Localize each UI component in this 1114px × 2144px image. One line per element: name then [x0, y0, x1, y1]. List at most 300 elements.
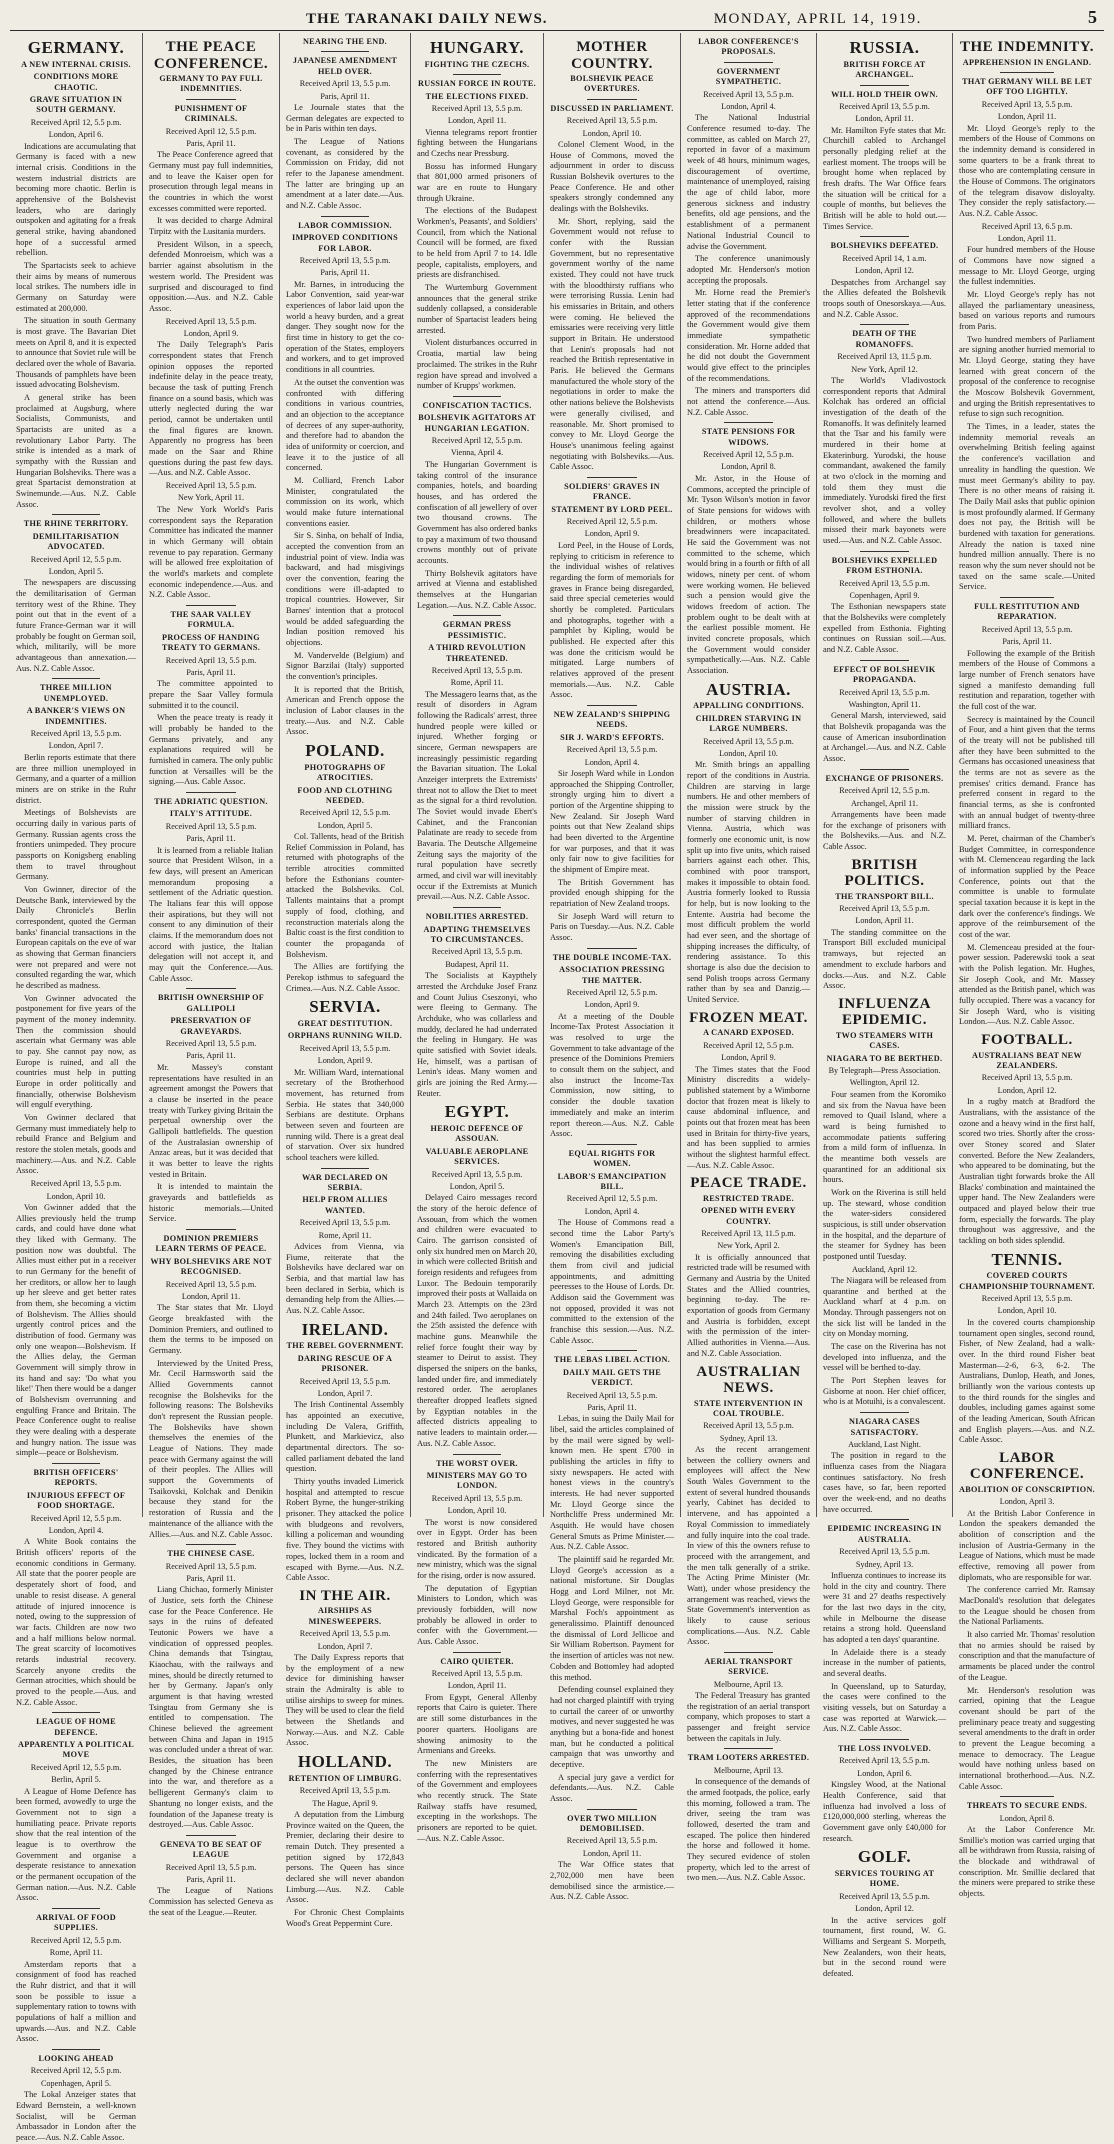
- dateline: Received April 12, 5.5 p.m.: [299, 808, 391, 818]
- subheadline: A CANARD EXPOSED.: [703, 1028, 794, 1038]
- dateline: Received April 13, 5.5 p.m.: [981, 1294, 1073, 1304]
- column-rule: [1000, 597, 1054, 598]
- dateline: Received April 13, 5.5 p.m.: [165, 481, 257, 491]
- subheadline: STATE PENSIONS FOR WIDOWS.: [701, 427, 796, 447]
- column-rule: [587, 1809, 637, 1810]
- article-paragraph: M. Clemenceau presided at the four-power session. Paderewski took a seat with the Polish legation. Mr. Hughes, Sir Joseph Cook, and Mr. Massey attended as the British panel, which was fully occupied. There was a vacancy for Sir Joseph Ward, who is visiting London.—Aus. N.Z. Cable Assoc.: [959, 942, 1095, 1027]
- article-paragraph: It is intended to maintain the graveyards and battlefields as historic memorials.—United Service.: [149, 1182, 273, 1224]
- section-headline: INFLUENZA EPIDEMIC.: [838, 995, 931, 1029]
- column-rule: [587, 705, 637, 706]
- article-paragraph: The New York World's Paris correspondent says the Reparation Committee has indicated the manner in which Germany will obtain revenue to pay reparation. Germany will be allowed free exploitation of the world's markets and complete economic independence.—Aus. and N.Z. Cable Assoc.: [149, 504, 273, 600]
- article-paragraph: At a meeting of the Double Income-Tax Protest Association it was resolved to urge the Government to take advantage of the presence of the Dominions Premiers to consult them on the subject, and also instruct the Income-Tax Commission, now sitting, to consider the double taxation immediately and make an interim report thereon.—Aus. N.Z. Cable Assoc.: [550, 1011, 674, 1139]
- subheadline: BOLSHEVIK AGITATORS AT HUNGARIAN LEGATION.: [418, 413, 536, 433]
- news-column-2: [143, 33, 280, 1917]
- dateline: London, April 8.: [721, 462, 776, 472]
- dateline: London, April 12.: [997, 1085, 1057, 1095]
- column-rule: [1000, 72, 1054, 73]
- dateline: Auckland, Last Night.: [848, 1439, 921, 1449]
- article-paragraph: Sir Joseph Ward will return to Paris on Tuesday.—Aus. N.Z. Cable Assoc.: [550, 911, 674, 943]
- dateline: Received April 13, 5.5 p.m.: [165, 1862, 257, 1872]
- article-paragraph: Sir S. Sinha, on behalf of India, accepted the convention from an industrial point of view. India was backward, and had misgivings over the convention, fearing the conditions were ill-adapted to tropical countries. However, Sir Barnes' intention that a protocol would be added safeguarding the Indian position removed his objections.: [286, 531, 404, 647]
- article-paragraph: It is learned from a reliable Italian source that President Wilson, in a few days, will present an American memorandum proposing a settlement of the Adriatic question. The Italians fear this will oppose their aspirations, but they will not consent to any diminution of their claims. If the memorandum does not accord with justice, the Italian delegation will not accept it, and may quit the Conference.—Aus. Cable Assoc.: [149, 845, 273, 983]
- news-column-8: [953, 33, 1101, 1899]
- column-rule: [860, 660, 909, 661]
- dateline: London, April 11.: [181, 1291, 241, 1301]
- article-paragraph: The worst is now considered over in Egypt. Order has been restored and British authority vindicated. By the formation of a new ministry, which was the signal for the rising, order is now assured.: [417, 1517, 537, 1580]
- article-paragraph: It was decided to charge Admiral Tirpitz with the Lusitania murders.: [149, 216, 273, 237]
- article-paragraph: When the peace treaty is ready it will probably be handed to the Germans privately, and any explanations required will be furnished in camera. The only public function at Versailles will be the signing.—Aus. Cable Assoc.: [149, 713, 273, 787]
- column-rule: [587, 477, 637, 478]
- article-paragraph: Violent disturbances occurred in Croatia, martial law being proclaimed. The strikes in the Ruhr region have spread and involved a number of Krupps' workmen.: [417, 338, 537, 391]
- dateline: Melbourne, April 13.: [713, 1765, 784, 1775]
- article-paragraph: The elections of the Budapest Workmen's, Peasants', and Soldiers' Council, from which the National Council will be formed, are fixed to be held from April 7 to 14. Idle people, capitalists, employers, and priests are disfranchised.: [417, 206, 537, 280]
- dateline: Received April 13, 5.5 p.m.: [839, 578, 930, 588]
- news-column-4: [411, 33, 544, 1843]
- dateline: Paris, April 11.: [186, 1573, 236, 1583]
- subheadline: AIRSHIPS AS MINESWEEPERS.: [308, 1606, 382, 1626]
- subheadline: NEARING THE END.: [302, 37, 388, 46]
- subheadline: GOVERNMENT SYMPATHETIC.: [715, 66, 782, 87]
- subheadline: IMPROVED CONDITIONS FOR LABOR.: [291, 233, 398, 253]
- dateline: Received April 13, 5.5 p.m.: [839, 1891, 930, 1901]
- subheadline: A THIRD REVOLUTION THREATENED.: [428, 643, 526, 663]
- article-paragraph: The conference unanimously adopted Mr. Henderson's motion accepting the proposals.: [687, 254, 810, 285]
- dateline: Received April 13, 5.5 p.m.: [981, 624, 1073, 634]
- dateline: Paris, April 11.: [186, 1875, 236, 1885]
- dateline: Received April 13, 5.5 p.m.: [165, 821, 257, 831]
- article-paragraph: The Times states that the Food Ministry discredits a widely-published statement by a Wimborne doctor that frozen meat is likely to cause abdominal influence, and points out that frozen meat has been used in Britain for thirty-five years, and has been supplied to armies without the slightest harmful effect.—Aus. N.Z. Cable Assoc.: [687, 1064, 810, 1170]
- article-paragraph: At the Labor Conference Mr. Smillie's motion was carried urging that all be withdrawn from Russia, raising of the blockade and withdrawal of conscription. Mr. Smillie declared that the miners were prepared to strike these objects.: [959, 1825, 1095, 1899]
- column-rule: [186, 792, 236, 793]
- subheadline: MINISTERS MAY GO TO LONDON.: [426, 1470, 528, 1491]
- article-paragraph: The newspapers are discussing the demilitarisation of German territory west of the Rhine. They point out that in the event of a future France-German war it will probably be fought on German soil, which, militarily, will be more advantageous than annexation.—Aus. N.Z. Cable Assoc.: [16, 578, 136, 673]
- article-paragraph: From Egypt, General Allenby reports that Cairo is quieter. There are still some disturbances in the poorer quarters. Hooligans are showing animosity to the Armenians and Greeks.: [417, 1692, 537, 1756]
- dateline: London, April 11.: [997, 112, 1057, 122]
- column-rule: [453, 615, 501, 616]
- subheadline: THE TRANSPORT BILL.: [835, 891, 934, 901]
- column-rule: [453, 74, 501, 75]
- subheadline: THE CHINESE CASE.: [167, 1549, 255, 1559]
- column-rule: [453, 1652, 501, 1653]
- article-paragraph: The situation in south Germany is most grave. The Bavarian Diet meets on April 8, and it is expected to announce that Soviet rule will be declared over the whole of Bavaria. Thousands of pamphlets have been issued advocating Bolshevism.: [16, 316, 136, 390]
- article-paragraph: The Daily Express reports that by the employment of a new device for diminishing hawser strain the Admiralty is able to utilise airships to sweep for mines. They will be used to clear the field between the Shetlands and Norway.—Aus. and N.Z. Cable Assoc.: [286, 1652, 404, 1748]
- article-paragraph: Four seamen from the Koromiko and six from the Navua have been removed to Quail Island, where a ward is being furnished to accommodate patients suffering from a mild form of influenza. In the meantime both vessels are quarantined for an additional six hours.: [823, 1089, 946, 1185]
- dateline: Received April 12, 5.5 p.m.: [839, 786, 930, 796]
- dateline: Received April 13, 5.5 p.m.: [431, 665, 523, 675]
- subheadline: RESTRICTED TRADE.: [703, 1193, 794, 1203]
- dateline: Paris, April 11.: [186, 834, 236, 844]
- article-paragraph: Vienna telegrams report frontier fighting between the Hungarians and Czechs near Pressburg.: [417, 127, 537, 159]
- dateline: The Hague, April 9.: [312, 1798, 378, 1808]
- dateline: Received April 12, 5.5 p.m.: [30, 1513, 122, 1523]
- article-paragraph: Amsterdam reports that a consignment of food has reached the Ruhr district, and that it will soon be possible to issue a supplementary ration to towns with populations of half a million and upwards.—Aus. and N.Z. Cable Assoc.: [16, 1959, 136, 2044]
- article-paragraph: Von Gwinner added that the Allies previously held the trump cards, and could have done what they liked with Germany. The position now was doubtful. The Allies must either put in a receiver to run Germany for the benefit of her creditors, or allow her to laugh up her sleeve and get better rates from them, she becoming a victim of Bolshevism. The Allies should urgently control prices and the distribution of food. Germany was only one weapon—Bolshevism. If the Allies delay, the German Government will simply throw in its hand and say: 'Do what you like!' Then there would be a danger of Bolshevism overrunning and engulfing France and Britain. The Peace Conference ought to realise they were dealing with a desperate and hungry nation. The issue was simple—peace or Bolshevism.: [16, 1202, 136, 1458]
- issue-date: MONDAY, APRIL 14, 1919.: [713, 11, 922, 27]
- subheadline: SIR J. WARD'S EFFORTS.: [560, 732, 664, 742]
- article-paragraph: A deputation from the Limburg Province waited on the Queen, the Premier, declaring their desire to remain Dutch. They presented a petition signed by 172,843 persons. The Queen has since declared she will never abandon Limburg.—Aus. N.Z. Cable Assoc.: [286, 1809, 404, 1905]
- section-headline: RUSSIA.: [849, 38, 920, 57]
- dateline: Received April 12, 5.5 p.m.: [703, 1040, 794, 1050]
- dateline: Received April 13, 5.5 p.m.: [165, 1039, 257, 1049]
- article-paragraph: Mr. Barnes, in introducing the Labor Convention, said year-war experiences of labor laid upon the world a heavy burden, and a great danger. They sought now for the first time in history to get the co-operation of the States, employers and workers, and to get improved conditions in all countries.: [286, 279, 404, 375]
- column-rule: [186, 1835, 236, 1836]
- subheadline: TRAM LOOTERS ARRESTED.: [687, 1753, 810, 1763]
- dateline: London, April 4.: [48, 1526, 104, 1536]
- article-paragraph: Lord Peel, in the House of Lords, replying to criticism in reference to the individual wishes of relatives regarding the form of memorials for graves in France being disregarded, said three special cemeteries would shortly be completed. Particulars and photographs, together with a pamphlet by Kipling, would be published. He expected after this was done the criticism would be mitigated. Large numbers of relatives approved of the present memorials.—Aus. N.Z. Cable Assoc.: [550, 540, 674, 700]
- subheadline: VALUABLE AEROPLANE SERVICES.: [425, 1146, 529, 1167]
- dateline: Paris, April 11.: [320, 268, 370, 278]
- dateline: Copenhagen, April 5.: [40, 2078, 112, 2088]
- column-rule: [453, 396, 501, 397]
- subheadline: ASSOCIATION PRESSING THE MATTER.: [559, 965, 665, 985]
- article-paragraph: The Socialists at Kaypthely arrested the Archduke Josef Franz and Count Julius Cseszonyi, who were fleeing to Germany. The Archduke, who was collarless and muddy, declared he had underrated the feeling in Hungary. He was quite satisfied with Soviet ideals. He, himself, was a partisan of Lenin's ideas. Many women and girls are joining the Red Army.—Reuter.: [417, 971, 537, 1098]
- section-headline: PEACE TRADE.: [690, 1175, 807, 1192]
- article-paragraph: The League of Nations Commission has selected Geneva as the seat of the League.—Reuter.: [149, 1886, 273, 1917]
- dateline: London, April 3.: [999, 1497, 1055, 1507]
- dateline: London, April 11.: [855, 114, 914, 124]
- subheadline: A BANKER'S VIEWS ON INDEMNITIES.: [26, 706, 126, 726]
- article-paragraph: The case on the Riverina has not developed into influenza, and the vessel will be berthed to-day.: [823, 1342, 946, 1373]
- subheadline: NEW ZEALAND'S SHIPPING NEEDS.: [553, 709, 671, 730]
- dateline: Received April 12, 5.5 p.m.: [566, 1194, 658, 1204]
- dateline: Received April 13, 6.5 p.m.: [981, 221, 1073, 231]
- dateline: Received April 13, 5.5 p.m.: [299, 255, 391, 265]
- news-column-7: [817, 33, 953, 1978]
- dateline: Rome, April 11.: [318, 1230, 372, 1240]
- article-paragraph: Following the example of the British members of the House of Commons a large number of French senators have signed a manifesto demanding full restitution and reparation, together with the full cost of the war.: [959, 648, 1095, 711]
- article-paragraph: Arrangements have been made for the exchange of prisoners with the Bolsheviks.—Aus. and N.Z. Cable Assoc.: [823, 809, 946, 851]
- subheadline: CONDITIONS MORE CHAOTIC.: [33, 72, 119, 92]
- dateline: Received April 13, 5.5 p.m.: [165, 1279, 257, 1289]
- subheadline: LOOKING AHEAD: [38, 2054, 114, 2064]
- subheadline: SERVICES TOURING AT HOME.: [834, 1868, 935, 1889]
- subheadline: THE ADRIATIC QUESTION.: [154, 797, 268, 807]
- subheadline: ABOLITION OF CONSCRIPTION.: [959, 1484, 1096, 1494]
- subheadline: APPALLING CONDITIONS.: [693, 701, 804, 711]
- subheadline: DOMINION PREMIERS LEARN TERMS OF PEACE.: [155, 1233, 267, 1254]
- dateline: Paris, April 11.: [1002, 637, 1052, 647]
- news-column-1: [10, 33, 143, 2142]
- dateline: London, April 12.: [855, 266, 914, 276]
- column-rule: [724, 1652, 773, 1653]
- dateline: By Telegraph—Press Association.: [828, 1066, 941, 1076]
- dateline: Rome, April 11.: [49, 1948, 103, 1958]
- dateline: Received April 13, 5.5 p.m.: [431, 947, 523, 957]
- dateline: Received April 12, 5.5 p.m.: [30, 554, 122, 564]
- dateline: Received April 13, 5.5 p.m.: [566, 1390, 658, 1400]
- column-rule: [52, 678, 100, 679]
- article-paragraph: Influenza continues to increase its hold in the city and country. There were 31 and 27 deaths respectively for the last two days in the city, while in Melbourne the disease retains a strong hold. Queensland has adopted a ten days' quarantine.: [823, 1570, 946, 1644]
- dateline: Wellington, April 12.: [849, 1078, 920, 1088]
- article-paragraph: The conference carried Mr. Ramsay MacDonald's resolution that delegates to the League should be chosen from the National Parliaments.: [959, 1585, 1095, 1627]
- article-paragraph: The Daily Telegraph's Paris correspondent states that French opinion opposes the reported indefinite delay in the peace treaty, because the task of putting French finance on a sound basis, which was utterly neglected during the war period, cannot be undertaken until the final figures are known. Apparently no progress has been made on the Saar and Rhine questions during the past few days.—Aus. and N.Z. Cable Assoc.: [149, 340, 273, 478]
- subheadline: CONFISCATION TACTICS.: [422, 400, 532, 410]
- column-rule: [860, 1519, 909, 1520]
- subheadline: OVER TWO MILLION DEMOBILISED.: [567, 1813, 657, 1833]
- article-paragraph: A general strike has been proclaimed at Augsburg, where Socialists, Communists, and Spartacists are united as a revolutionary Labor Party. The strike is intended as a mark of sympathy with the Russian and Hungarian Bolsheviks. There was a great Spartacist demonstration at Swinemunde.—Aus. N.Z. Cable Assoc.: [16, 392, 136, 509]
- dateline: Received April 13, 5.5 p.m.: [299, 79, 391, 89]
- article-paragraph: As the recent arrangement between the colliery owners and employees will affect the New South Wales Government to the extent of several hundred thousands yearly, Cabinet has decided to intervene, and has appointed a Royal Commission to immediately and fully inquire into the coal trade. In view of this the owners refuse to proceed with the arrangement, and the men talk generally of a strike. The Acting Prime Minister (Mr. Watt), under whose presidency the arrangement was reached, views the State Government's intervention as likely to cause serious complications.—Aus. N.Z. Cable Assoc.: [687, 1445, 810, 1647]
- subheadline: PRESERVATION OF GRAVEYARDS.: [170, 1016, 252, 1036]
- dateline: Received April 12, 5.5 p.m.: [30, 117, 122, 127]
- subheadline: WHY BOLSHEVIKS ARE NOT RECOGNISED.: [150, 1256, 272, 1277]
- column-rule: [52, 1712, 100, 1713]
- article-paragraph: The Lokal Anzeiger states that Edward Bernstein, a well-known Socialist, will be German Ambassador in London after the peace.—Aus. N.Z. Cable Assoc.: [16, 2090, 136, 2142]
- subheadline: BRITISH OWNERSHIP OF GALLIPOLI: [157, 993, 265, 1013]
- section-headline: FROZEN MEAT.: [689, 1009, 808, 1026]
- article-paragraph: Delayed Cairo messages record the story of the heroic defence of Assouan, from which the women and children were evacuated to Cairo. The garrison consisted of only six hundred men on March 20, in which were collected British and foreign residents and refugees from Luxor. The Bedouin temporarily improved their posts at Wallaida on March 23. Attempts on the 23rd and 24th failed. Two aeroplanes on the 25th assisted the defence with machine guns. Meanwhile the relief force fought their way by steamer to Deirut to assist. They dispersed the snipers on the banks, landed under fire, and immediately restored order. The aeroplanes thereafter dropped leaflets signed by Egyptian notables in the affected districts appealing to native leaders to maintain order.—Aus. N.Z. Cable Assoc.: [417, 1193, 537, 1448]
- article-paragraph: Four hundred members of the House of Commons have now signed a message to Mr. Lloyd George, urging the fullest indemnities.: [959, 245, 1095, 287]
- dateline: London, April 11.: [582, 1848, 642, 1858]
- dateline: Received April 13, 5.5 p.m.: [839, 101, 930, 111]
- column-rule: [587, 948, 637, 949]
- article-paragraph: Von Gwinner, director of the Deutsche Bank, interviewed by the Daily Chronicle's Berlin correspondent, quoted the German banks' financial transactions in the European capitals on the eve of war as showing that German financiers were not prepared and were not consulted regarding the war, which he described as madness.: [16, 884, 136, 990]
- dateline: Sydney, April 13.: [719, 1433, 778, 1443]
- article-paragraph: The League of Nations covenant, as considered by the Commission on Friday, did not refer to the Japanese amendment. The latter are bringing up an amendment at a later date.—Aus. and N.Z. Cable Assoc.: [286, 137, 404, 211]
- article-paragraph: Mr. Hamilton Fyfe states that Mr. Churchill cabled to Archangel personally pledging relief at the earliest moment. The troops will be brought home when replaced by fresh drafts. The War Office fears the situation will be critical for a couple of months, but believes the British will be able to hold out.—Times Service.: [823, 125, 946, 231]
- subheadline: THE WORST OVER.: [436, 1458, 518, 1468]
- dateline: London, April 12.: [855, 1904, 914, 1914]
- dateline: London, April 4.: [721, 102, 776, 112]
- subheadline: JAPANESE AMENDMENT HELD OVER.: [292, 56, 398, 76]
- dateline: London, April 7.: [48, 741, 104, 751]
- section-headline: AUSTRALIAN NEWS.: [696, 1363, 801, 1396]
- dateline: London, April 11.: [447, 1681, 507, 1691]
- article-paragraph: It is reported that the British, American and French oppose the inclusion of Labor clauses in the treaty.—Aus. and N.Z. Cable Assoc.: [286, 684, 404, 737]
- subheadline: OPENED WITH EVERY COUNTRY.: [701, 1206, 796, 1226]
- subheadline: GENEVA TO BE SEAT OF LEAGUE: [159, 1839, 263, 1860]
- article-paragraph: In Adelaide there is a steady increase in the number of patients, and several deaths.: [823, 1647, 946, 1679]
- dateline: Paris, April 11.: [320, 91, 370, 101]
- subheadline: LABOR CONFERENCE'S PROPOSALS.: [698, 37, 799, 57]
- article-paragraph: The World's Vladivostock correspondent reports that Admiral Kolchak has ordered an official investigation of the death of the Romanoffs. It was definitely learned that the Tsar and his family were murdered in their home at Ekaterinburg. Yurodski, the house commandant, awakened the family at two o'clock in the morning and told them they must die immediately. Yurodski fired the first revolver shot, and a volley followed, and where the bullets missed their mark bayonets were used.—Aus. and N.Z. Cable Assoc.: [823, 375, 946, 546]
- subheadline: THE DOUBLE INCOME-TAX.: [552, 952, 672, 962]
- article-paragraph: The miners and transporters did not attend the conference.—Aus. N.Z. Cable Assoc.: [687, 386, 810, 417]
- section-headline: MOTHER COUNTRY.: [571, 39, 653, 72]
- section-headline: GOLF.: [857, 1847, 912, 1867]
- column-rule: [186, 988, 236, 989]
- subheadline: PHOTOGRAPHS OF ATROCITIES.: [304, 762, 386, 783]
- article-paragraph: M. Peret, chairman of the Chamber's Budget Committee, in correspondence with M. Clemenceau regarding the lack of information supplied by the Peace Conference, points out that the committee is unable to formulate special taxation because it is kept in the dark over the conference's findings. We approve of the reimbursement of the cost of the war.: [959, 833, 1095, 939]
- section-headline: HOLLAND.: [297, 1752, 393, 1772]
- section-headline: THE INDEMNITY.: [960, 39, 1094, 55]
- subheadline: SOLDIERS' GRAVES IN FRANCE.: [564, 481, 660, 502]
- article-paragraph: A White Book contains the British officers' reports of the economic conditions in Germany. All state that the poorer people are desperately short of food, and unable to resist disease. A general attitude of injured innocence is noted, owing to the suppression of war facts. Children are now two and a half millions below normal. The great scarcity of locomotives retards industrial recovery. Scarcely anyone credits the German atrocities, which should be proved to the people.—Aus. and N.Z. Cable Assoc.: [16, 1537, 136, 1707]
- column-rule: [860, 85, 909, 86]
- article-paragraph: Thirty youths invaded Limerick hospital and attempted to rescue Robert Byrne, the hunger-striking prisoner. They attacked the police with bludgeons and revolvers, killing a policeman and wounding five. They bound the victims with ropes, locked them in a room and escaped with Byrne.—Aus. N.Z. Cable Assoc.: [286, 1477, 404, 1583]
- dateline: Received April 13, 5.5 p.m.: [839, 1547, 930, 1557]
- column-rule: [724, 422, 773, 423]
- article-paragraph: Mr. Smith brings an appalling report of the conditions in Austria. Children are starving in large numbers. He and other members of the mission were struck by the number of starving children in Vienna. Austria, which was formerly one economic unit, is now split up into five units, which raised barriers against each other. This, combined with poor transport, makes it impossible to obtain food. Austria formerly looked to Russia for help, but is now looking to the Entente. Austria had become the most difficult problem the world had ever seen, and the shortage of shipping increases the difficulty, of rendering assistance. To this shortage is also due the decision to send Polish troops across Germany rather than by sea and Danzig.—United Service.: [687, 760, 810, 1005]
- dateline: Berlin, April 5.: [51, 1775, 101, 1785]
- dateline: London, April 7.: [317, 1389, 373, 1399]
- dateline: Received April 13, 5.5 p.m.: [703, 736, 794, 746]
- subheadline: STATE INTERVENTION IN COAL TROUBLE.: [694, 1398, 803, 1418]
- column-rule: [186, 99, 236, 100]
- column-rule: [321, 51, 368, 52]
- dateline: Received April 13, 5.5 p.m.: [299, 1786, 391, 1796]
- article-paragraph: The committee appointed to prepare the Saar Valley formula submitted it to the council.: [149, 679, 273, 710]
- subheadline: THE RHINE TERRITORY.: [23, 519, 129, 529]
- dateline: London, April 10.: [582, 128, 642, 138]
- dateline: London, April 11.: [997, 233, 1057, 243]
- dateline: Received April 13, 5.5 p.m.: [431, 1493, 523, 1503]
- subheadline: APPREHENSION IN ENGLAND.: [962, 57, 1092, 67]
- article-paragraph: The Irish Continental Assembly has appointed an executive, including De Valera, Griffith, Plunkett, and Markievicz, also departmental directors. The so-called parliament debated the land question.: [286, 1400, 404, 1474]
- article-paragraph: Mr. Short, replying, said the Government would not refuse to confer with the Russian Government, but no representative government worthy of the name existed. They could not have truck with the bloodthirsty ruffians who were terrorising Russia. Lenin had his emissaries in Britain, and others were coming. He believed the emissaries were receiving very little support in Britain. He understood that Lenin's proposals had not reached the British representative in Paris. He believed the Germans manufactured the whole story of the negotiations in order to make the other nations believe the Bolshevists were generally civilised, and reasonable. Mr. Short promised to convey to Mr. Lloyd George the House's unanimous feeling against negotiating with Bolsheviks.—Aus. Cable Assoc.: [550, 216, 674, 472]
- article-paragraph: Mr. Massey's constant representations have resulted in an agreement amongst the Powers that a clause be inserted in the peace treaty with Turkey giving Britain the perpetual ownership over the Gallipoli battlefields. The question of the Australasian ownership of Anzac areas, but it was decided that it was better to leave the rights vested in Britain.: [149, 1062, 273, 1179]
- article-paragraph: The War Office states that 2,702,000 men have been demobilised since the armistice.—Aus. N.Z. Cable Assoc.: [550, 1860, 674, 1902]
- column-rule: [860, 324, 909, 325]
- subheadline: EXCHANGE OF PRISONERS.: [825, 773, 944, 783]
- dateline: Received April 13, 11.5 p.m.: [701, 1228, 796, 1238]
- column-rule: [52, 2049, 100, 2050]
- article-paragraph: The standing committee on the Transport Bill excluded municipal tramways, but rejected an amendment to exclude harbors and docks.—Aus. and N.Z. Cable Assoc.: [823, 927, 946, 991]
- article-paragraph: The Spartacists seek to achieve their aims by means of numerous local strikes. The numbers idle in Germany on Saturday were estimated at 200,000.: [16, 260, 136, 313]
- subheadline: WILL HOLD THEIR OWN.: [831, 89, 938, 99]
- subheadline: DEATH OF THE ROMANOFFS.: [852, 329, 917, 349]
- article-paragraph: Work on the Riverina is still held up. The steward, whose condition the water-siders considered suspicious, is still under observation in the hospital, and the departure of the steamer for Sydney has been postponed until Tuesday.: [823, 1187, 946, 1261]
- section-headline: IRELAND.: [301, 1319, 389, 1339]
- column-rule: [1000, 1796, 1054, 1797]
- subheadline: THE LOSS INVOLVED.: [838, 1744, 931, 1754]
- dateline: Received April 13, 5.5 p.m.: [165, 655, 257, 665]
- article-paragraph: The Niagara will be released from quarantine and berthed at the Auckland wharf at 4 p.m. on Monday. Through passengers not on the sick list will be landed in the city on Monday morning.: [823, 1276, 946, 1339]
- article-paragraph: Interviewed by the United Press, Mr. Cecil Harmsworth said the Allied Governments cannot recognise the Bolsheviks for the following reasons: The Bolsheviks don't represent the Russian people. The Bolsheviks have shown themselves the enemies of the League of Nations. They made peace with Germany against the will of their peoples. The Allies will support the Governments of Tsaikovski, Kolchak and Denikin because they stand for the restoration of Russia and the maintenance of the alliance with the Allies.—Aus. and N.Z. Cable Assoc.: [149, 1358, 273, 1539]
- article-paragraph: General Marsh, interviewed, said that Bolshevik propaganda was the cause of American insubordination at Archangel.—Aus. and N.Z. Cable Assoc.: [823, 711, 946, 764]
- article-paragraph: The new Ministers are conferring with the representatives of the Government and employees who recently struck. The State Railway staffs have resumed, excepting in the workshops. The prisoners are reported to be quiet.—Aus. N.Z. Cable Assoc.: [417, 1758, 537, 1843]
- dateline: London, April 11.: [447, 116, 507, 126]
- subheadline: GRAVE SITUATION IN SOUTH GERMANY.: [29, 94, 123, 115]
- subheadline: RUSSIAN FORCE IN ROUTE.: [418, 79, 536, 89]
- subheadline: BRITISH OFFICERS' REPORTS.: [33, 1468, 119, 1488]
- dateline: New York, April 12.: [851, 364, 918, 374]
- article-paragraph: Von Gwinner advocated the postponement for five years of the payment of the money indemnity. Then the commission should ascertain what Germany was able to pay. She cannot pay now, as Europe is ruined, and all the countries must help in putting Europe in order politically and financially, otherwise Bolshevism will engulf everything.: [16, 993, 136, 1110]
- subheadline: DEMILITARISATION ADVOCATED.: [32, 531, 120, 552]
- article-paragraph: For Chronic Chest Complaints Wood's Great Peppermint Cure.: [286, 1907, 404, 1928]
- column-rule: [860, 236, 909, 237]
- article-paragraph: Kingsley Wood, at the National Health Conference, said that influenza had involved a loss of £120,000,000 sterling, whereas the Government gave only £40,000 for research.: [823, 1780, 946, 1843]
- article-paragraph: The Wurtemburg Government announces that the general strike suddenly collapsed, a considerable number of Spartacist leaders being arrested.: [417, 283, 537, 335]
- subheadline: THAT GERMANY WILL BE LET OFF TOO LIGHTLY.: [962, 76, 1092, 97]
- article-paragraph: The Peace Conference agreed that Germany must pay full indemnities, and to leave the Kaiser open for prosecution through legal means in the countries in which the worst excesses committed were reported.: [149, 150, 273, 213]
- dateline: Melbourne, April 13.: [713, 1679, 784, 1689]
- subheadline: BOLSHEVIKS DEFEATED.: [830, 241, 939, 251]
- subheadline: ARRIVAL OF FOOD SUPPLIES.: [35, 1913, 116, 1933]
- dateline: New York, April 2.: [717, 1241, 780, 1251]
- dateline: Received April 12, 5.5 p.m.: [566, 517, 658, 527]
- dateline: Received April 13, 5.5 p.m.: [30, 1179, 122, 1189]
- dateline: London, April 9.: [721, 1053, 776, 1063]
- dateline: Received April 13, 5.5 p.m.: [839, 687, 930, 697]
- column-rule: [186, 1544, 236, 1545]
- dateline: Received April 13, 5.5 p.m.: [165, 316, 257, 326]
- dateline: Paris, April 11.: [186, 667, 236, 677]
- subheadline: GERMANY TO PAY FULL INDEMNITIES.: [159, 74, 263, 94]
- section-headline: THE PEACE CONFERENCE.: [153, 39, 269, 72]
- dateline: Received April 13, 5.5 p.m.: [165, 1561, 257, 1571]
- article-paragraph: M. Colliard, French Labor Minister, congratulated the commission on its work, which would make future international conventions easier.: [286, 475, 404, 528]
- dateline: London, April 6.: [48, 130, 104, 140]
- dateline: Received April 13, 5.5 p.m.: [839, 1756, 930, 1766]
- subheadline: HEROIC DEFENCE OF ASSOUAN.: [430, 1123, 524, 1144]
- subheadline: EFFECT OF BOLSHEVIK PROPAGANDA.: [833, 664, 936, 685]
- dateline: Received April 13, 5.5 p.m.: [703, 89, 794, 99]
- column-rule: [321, 1168, 368, 1169]
- subheadline: PROCESS OF HANDING TREATY TO GERMANS.: [161, 632, 261, 653]
- dateline: Received April 13, 5.5 p.m.: [703, 1421, 794, 1431]
- dateline: Received April 13, 5.5 p.m.: [566, 116, 658, 126]
- dateline: Received April 13, 5.5 p.m.: [30, 729, 122, 739]
- subheadline: THE LEBAS LIBEL ACTION.: [553, 1355, 671, 1365]
- subheadline: A NEW INTERNAL CRISIS.: [21, 59, 131, 69]
- section-headline: EGYPT.: [444, 1102, 510, 1122]
- article-paragraph: The Port Stephen leaves for Gisborne at noon. Her chief officer, who is at Motuihi, is a convalescent.: [823, 1376, 946, 1407]
- article-paragraph: Advices from Vienna, via Fiume, reiterate that the Bolsheviks have declared war on Serbia, and that martial law has been declared in Serbia, which is demanding help from the Allies.—Aus. N.Z. Cable Assoc.: [286, 1242, 404, 1316]
- column-rule: [186, 605, 236, 606]
- dateline: Received April 13, 5.5 p.m.: [299, 1376, 391, 1386]
- article-paragraph: In Queensland, up to Saturday, the cases were confined to the visiting vessels, but on Saturday a case was reported at Warwick.—Aus. N.Z. Cable Assoc.: [823, 1681, 946, 1734]
- article-paragraph: The plaintiff said he regarded Mr. Lloyd George's accession as a national misfortune. Sir Douglas Hogg and Lord Milner, not Mr. Lloyd George, were responsible for Marshal Foch's appointment as generalissimo. Plaintiff denounced the dismissal of Lord Jellicoe and Sir William Robertson. Payment for the insertion of articles was not new. Cobden and Bottomley had adopted this method.: [550, 1555, 674, 1682]
- section-headline: POLAND.: [305, 741, 385, 760]
- subheadline: EPIDEMIC INCREASING IN AUSTRALIA.: [827, 1524, 942, 1544]
- article-paragraph: The Messagero learns that, as the result of disorders in Agram following the Radicals' arrest, three hundred people were killed or injured. Whether forging or sincere, German newspapers are increasingly pessimistic regarding the Bavarian situation. The Lokal Anzeiger interprets the Extremists' threat not to allow the Diet to meet as the signal for a third revolution. The Soviet would invade Ebert's Cabinet, and the Franconian Palatinate are ready to secede from Bavaria. The Deutsche Allgemeine Zeitung says the majority of the rural population have secretly armed, and civil war will inevitably occur if the Extremists at Munich prevail.—Aus. N.Z. Cable Assoc.: [417, 689, 537, 902]
- dateline: London, April 9.: [183, 328, 239, 338]
- dateline: London, April 7.: [317, 1641, 373, 1651]
- subheadline: THREATS TO SECURE ENDS.: [966, 1801, 1088, 1811]
- section-headline: FOOTBALL.: [981, 1032, 1073, 1049]
- section-headline: HUNGARY.: [430, 38, 524, 57]
- column-rule: [52, 1463, 100, 1464]
- article-paragraph: Mr. Astor, in the House of Commons, accepted the principle of Mr. Tyson Wilson's motion in favor of State pensions for widows with children, or mothers whose breadwinners were incapacitated. He said the Government was not committed to the scheme, which would bring in a fourth or fifth of all widows, ninety per cent. of whom were working women. He believed such a pension would give the widows freedom of action. The problem ought to be dealt with at the earliest possible moment. He invited concrete proposals, which the Government would consider sympathetically.—Aus. N.Z. Cable Association.: [687, 473, 810, 675]
- subheadline: FIGHTING THE CZECHS.: [424, 59, 530, 69]
- dateline: London, April 5.: [317, 820, 373, 830]
- article-paragraph: In consequence of the demands of the armed footpads, the police, early this morning, followed a tram. The driver, seeing the tram was followed, deserted the tram and escaped. The police then hindered the horse and followed it home. They secured evidence of stolen property, which led to the arrest of two men.—Aus. N.Z. Cable Assoc.: [687, 1777, 810, 1883]
- dateline: Paris, April 11.: [186, 139, 236, 149]
- article-paragraph: Sir Joseph Ward while in London approached the Shipping Controller, strongly urging him to divert a portion of the Argentine shipping to New Zealand. Sir Joseph Ward points out that New Zealand ships had been diverted to the Argentine for war purposes, and that it was only fair now to give facilities for the shipment of Empire meat.: [550, 769, 674, 875]
- article-paragraph: The Allies are fortifying the Perekop isthmus to safeguard the Crimea.—Aus. N.Z. Cable Assoc.: [286, 962, 404, 993]
- dateline: Received April 14, 1 a.m.: [842, 253, 927, 263]
- news-column-6: [681, 33, 817, 1883]
- article-paragraph: Two hundred members of Parliament are signing another hurried memorial to Mr. Lloyd George, stating they have learned with great concern of the proposal of the conference to recognise the Moscow Bolshevik Government, and urging the British representatives to refuse to sign such recognition.: [959, 334, 1095, 419]
- newspaper-title: THE TARANAKI DAILY NEWS.: [306, 11, 548, 27]
- article-paragraph: The Federal Treasury has granted the registration of an aerial transport company, which proposes to start a passenger and freight service between the capitals in July.: [687, 1691, 810, 1743]
- article-paragraph: The Hungarian Government is taking control of the insurance companies, hotels, and boarding houses, and has ordered the confiscation of all jewellery of over two thousand crowns. The Government has also ordered banks to pay a maximum of two thousand crowns monthly out of private accounts.: [417, 459, 538, 565]
- article-paragraph: Mr. William Ward, international secretary of the Brotherhood movement, has returned from Serbia. He states that 340,000 Serbians are destitute. Orphans between seven and fourteen are running wild. There is a great deal of starvation. Over six hundred school teachers were killed.: [286, 1067, 404, 1162]
- article-paragraph: Thirty Bolshevik agitators have arrived at Vienna and established themselves at the Hungarian Legation.—Aus. N.Z. Cable Assoc.: [417, 568, 537, 610]
- subheadline: NOBILITIES ARRESTED.: [425, 912, 529, 922]
- dateline: London, April 5.: [449, 1181, 505, 1191]
- dateline: London, April 10.: [447, 1506, 507, 1516]
- dateline: Archangel, April 11.: [851, 798, 918, 808]
- article-paragraph: It is officially announced that restricted trade will be resumed with Germany and Austria by the United States and the Allied countries, beginning to-day. The re-exportation of goods from Germany and Austria is forbidden, except with the permission of the inter-Allied authorities in Vienna.—Aus. and N.Z. Cable Association.: [687, 1252, 810, 1358]
- subheadline: INJURIOUS EFFECT OF FOOD SHORTAGE.: [26, 1490, 126, 1511]
- dateline: Paris, April 11.: [587, 1402, 637, 1412]
- subheadline: COVERED COURTS CHAMPIONSHIP TOURNAMENT.: [959, 1271, 1095, 1291]
- column-rule: [724, 1748, 773, 1749]
- subheadline: GREAT DESTITUTION.: [297, 1018, 393, 1028]
- subheadline: NIAGARA CASES SATISFACTORY.: [848, 1417, 920, 1437]
- column-rule: [52, 1908, 100, 1909]
- subheadline: HELP FROM ALLIES WANTED.: [302, 1195, 388, 1215]
- article-paragraph: In the active services golf tournament, first round, W. G. Williams and Sergeant S. Morpeth, New Zealanders, won their heats, but in the second round were defeated.: [823, 1915, 946, 1978]
- subheadline: FOOD AND CLOTHING NEEDED.: [297, 785, 393, 805]
- subheadline: DISCUSSED IN PARLIAMENT.: [550, 103, 674, 113]
- column-rule: [453, 1454, 501, 1455]
- subheadline: ADAPTING THEMSELVES TO CIRCUMSTANCES.: [423, 924, 531, 944]
- subheadline: CHILDREN STARVING IN LARGE NUMBERS.: [695, 713, 802, 734]
- subheadline: PUNISHMENT OF CRIMINALS.: [174, 103, 248, 124]
